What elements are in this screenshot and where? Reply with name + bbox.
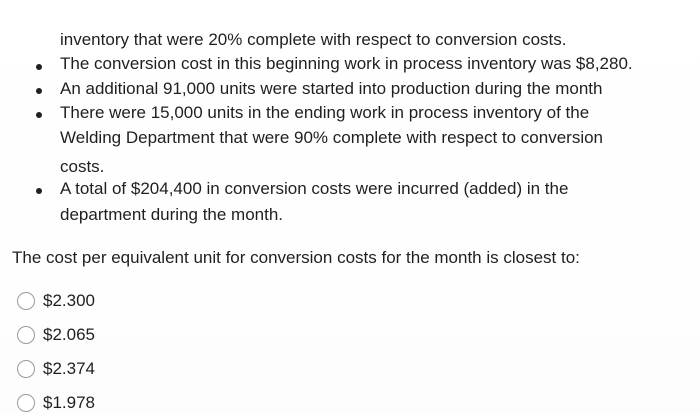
radio-button-3[interactable] <box>17 360 35 378</box>
bullet-3-line-3: costs. <box>60 157 105 176</box>
radio-button-4[interactable] <box>17 394 35 412</box>
bullet-2-line-1: An additional 91,000 units were started into production during the month <box>60 79 603 98</box>
bullet-dot-2 <box>36 88 42 94</box>
bullet-3-line-1: There were 15,000 units in the ending work in process inventory of the <box>60 103 590 122</box>
answer-option-label-4: $1.978 <box>43 393 95 412</box>
answer-option-label-3: $2.374 <box>43 359 95 378</box>
bullet-3-line-2: Welding Department that were 90% complete with respect to conversion <box>60 128 604 147</box>
answer-option-3[interactable] <box>17 356 95 382</box>
problem-continuation-line: inventory that were 20% complete with respect to conversion costs. <box>60 30 567 49</box>
bullet-dot-4 <box>36 188 42 194</box>
bullet-4-line-2: department during the month. <box>60 205 284 224</box>
answer-option-1[interactable] <box>17 288 95 314</box>
question-text: The cost per equivalent unit for conversion costs for the month is closest to: <box>12 248 580 267</box>
answer-option-4[interactable] <box>17 390 95 416</box>
bullet-1-line-1: The conversion cost in this beginning work in process inventory was $8,280. <box>60 54 633 73</box>
radio-button-1[interactable] <box>17 292 35 310</box>
answer-option-2[interactable] <box>17 322 95 348</box>
radio-button-2[interactable] <box>17 326 35 344</box>
answer-option-label-2: $2.065 <box>43 325 95 344</box>
answer-option-label-1: $2.300 <box>43 291 95 310</box>
bullet-dot-3 <box>36 112 42 118</box>
bullet-dot-1 <box>36 64 42 70</box>
bullet-4-line-1: A total of $204,400 in conversion costs were incurred (added) in the <box>60 179 569 198</box>
